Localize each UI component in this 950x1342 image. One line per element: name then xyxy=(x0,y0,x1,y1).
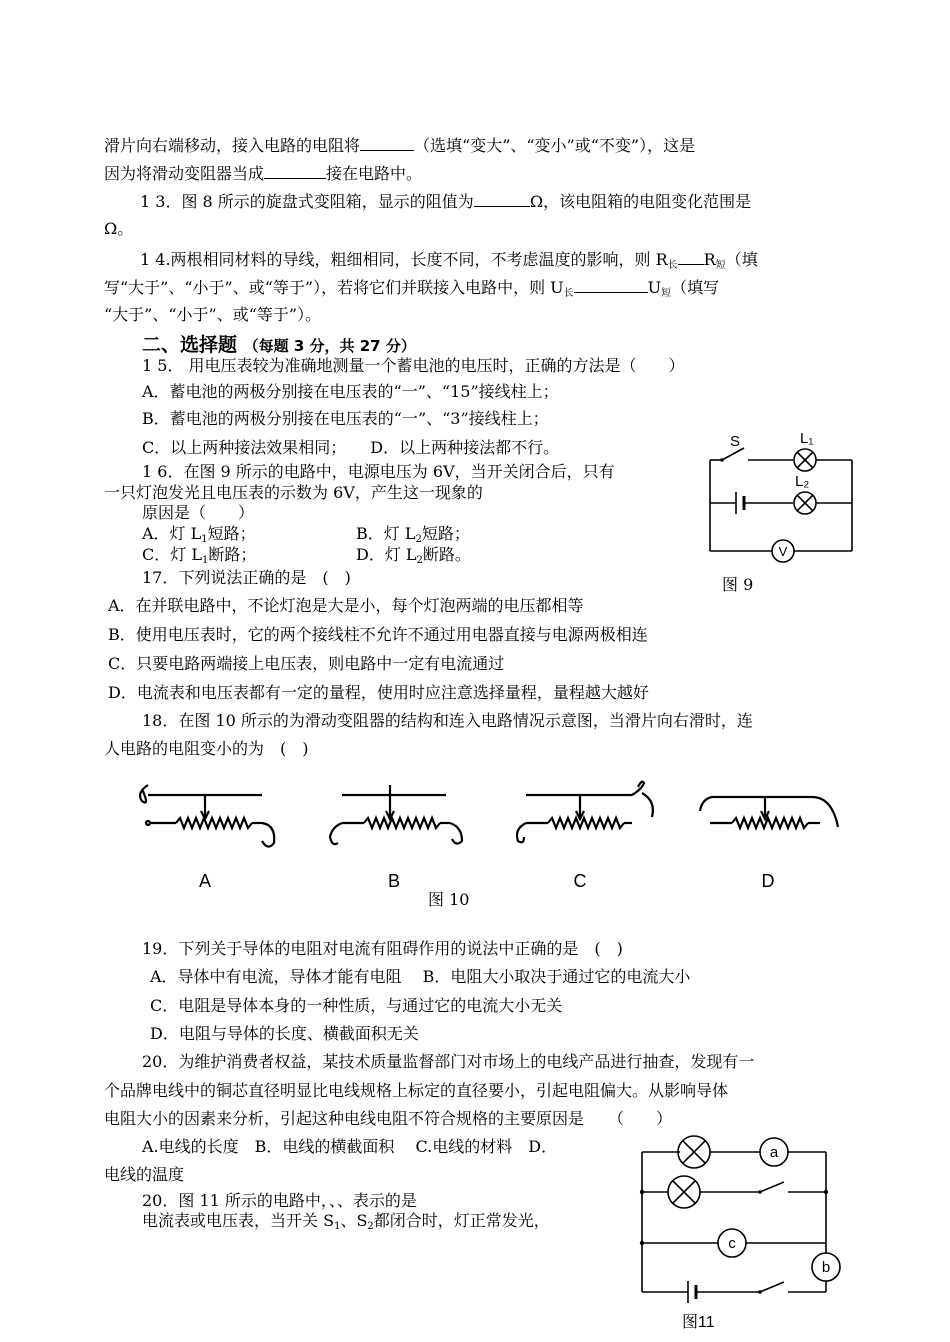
q20b-line2 xyxy=(142,1210,550,1238)
q12-line2 xyxy=(104,162,422,185)
q14-line1 xyxy=(140,248,758,277)
q16-option-d[interactable] xyxy=(356,544,471,572)
q16-a-pre: A．灯 L xyxy=(142,524,202,543)
q14-sub-long: 长 xyxy=(667,260,678,271)
fig9-switch-label: S xyxy=(730,433,741,450)
q16-stem-1: 1 6．在图 9 所示的电路中，电源电压为 6V，当开关闭合后，只有 xyxy=(142,462,615,481)
q14-sub-short-2: 短 xyxy=(661,288,672,299)
q19-option-d[interactable]: D．电阻与导体的长度、横截面积无关 xyxy=(150,1024,419,1043)
q14-line3: “大于”、“小于”、或“等于”）。 xyxy=(104,305,322,324)
q20b-text-a: 电流表或电压表，当开关 S xyxy=(142,1211,335,1230)
q14-r-short: R xyxy=(703,250,716,269)
section-2-note: （每题 3 分，共 27 分） xyxy=(243,337,416,355)
figure-10-rheostats xyxy=(120,775,860,895)
q14-blank-1[interactable] xyxy=(678,248,704,265)
q16-b-sub: 2 xyxy=(415,534,422,545)
q20a-option-d-cont: 电线的温度 xyxy=(104,1165,185,1184)
q20a-line3: 电阻大小的因素来分析，引起这种电线电阻不符合规格的主要原因是 （ ） xyxy=(104,1109,673,1128)
q12-text-b: （选填“变大”、“变小”或“不变”），这是 xyxy=(414,136,696,155)
fig10-label-a: A xyxy=(198,871,212,891)
q16-a-sub: 1 xyxy=(201,534,208,545)
q16-a-post: 短路； xyxy=(207,524,256,543)
q13-blank-1[interactable] xyxy=(474,190,530,207)
figure-9-circuit xyxy=(700,428,870,598)
fig10-label-c: C xyxy=(573,871,587,891)
q12-blank-1[interactable] xyxy=(360,134,414,151)
fig11-meter-a-label: a xyxy=(769,1144,779,1161)
fig11-meter-c-label: c xyxy=(728,1235,736,1252)
q15-option-cd[interactable]: C．以上两种接法效果相同； D．以上两种接法都不行。 xyxy=(142,438,560,457)
q12-blank-2[interactable] xyxy=(264,162,326,179)
q14-u-short: U xyxy=(647,278,662,297)
q19-option-ab[interactable]: A．导体中有电流，导体才能有电阻 B．电阻大小取决于通过它的电流大小 xyxy=(150,967,691,986)
q14-sub-short: 短 xyxy=(715,260,726,271)
q19-stem: 19．下列关于导体的电阻对电流有阻碍作用的说法中正确的是 ( ) xyxy=(142,939,623,958)
fig9-voltmeter-label: V xyxy=(778,544,788,559)
q14-text-a: 1 4.两根相同材料的导线，粗细相同，长度不同，不考虑温度的影响，则 R xyxy=(140,250,668,269)
section-2-heading xyxy=(142,330,416,357)
q16-d-post: 断路。 xyxy=(422,545,471,564)
q16-b-post: 短路； xyxy=(421,524,470,543)
q20a-options[interactable]: A.电线的长度 B．电线的横截面积 C.电线的材料 D． xyxy=(142,1137,558,1156)
q13-text-b: Ω，该电阻箱的电阻变化范围是 xyxy=(529,192,752,211)
fig9-caption: 图 9 xyxy=(722,575,754,594)
q20b-line1: 20．图 11 所示的电路中，、、表示的是 xyxy=(142,1191,417,1210)
q14-text-c: 写“大于”、“小于”、或“等于”），若将它们并联接入电路中，则 U xyxy=(104,278,564,297)
q20b-sub-1: 1 xyxy=(334,1221,341,1232)
q16-stem-3: 原因是（ ） xyxy=(142,503,255,522)
fig10-label-b: B xyxy=(387,871,401,891)
q20b-text-c: 都闭合时，灯正常发光， xyxy=(373,1211,550,1230)
q20b-sub-2: 2 xyxy=(367,1221,374,1232)
q14-text-b: （填 xyxy=(725,250,758,269)
q20a-line1: 20．为维护消费者权益，某技术质量监督部门对市场上的电线产品进行抽查，发现有一 xyxy=(142,1052,755,1071)
q12-line1 xyxy=(104,134,695,157)
q12-text-d: 接在电路中。 xyxy=(326,164,423,183)
q16-d-pre: D．灯 L xyxy=(356,545,417,564)
q17-option-b[interactable]: B．使用电压表时，它的两个接线柱不允许不通过用电器直接与电源两极相连 xyxy=(108,625,648,644)
q20b-text-b: 、S xyxy=(340,1211,368,1230)
q13-line2: Ω。 xyxy=(104,219,134,238)
q15-option-a[interactable]: A．蓄电池的两极分别接在电压表的“一”、“15”接线柱上； xyxy=(142,382,559,401)
q15-stem: 1 5． 用电压表较为准确地测量一个蓄电池的电压时，正确的方法是（ ） xyxy=(142,356,685,375)
q15-option-b[interactable]: B．蓄电池的两极分别接在电压表的“一”、“3”接线柱上； xyxy=(142,409,549,428)
q16-d-sub: 2 xyxy=(416,555,423,566)
fig9-l1-label: L₁ xyxy=(800,430,814,447)
fig9-l2-label: L₂ xyxy=(795,473,810,490)
fig11-caption: 图11 xyxy=(682,1314,715,1331)
fig11-meter-b-label: b xyxy=(821,1259,831,1276)
q17-stem: 17．下列说法正确的是 ( ) xyxy=(142,568,351,587)
q13-text-a: 1 3．图 8 所示的旋盘式变阻箱，显示的阻值为 xyxy=(140,192,474,211)
figure-11-circuit xyxy=(636,1130,836,1310)
q17-option-d[interactable]: D．电流表和电压表都有一定的量程，使用时应注意选择量程，量程越大越好 xyxy=(108,683,649,702)
q16-b-pre: B．灯 L xyxy=(356,524,416,543)
q17-option-c[interactable]: C．只要电路两端接上电压表，则电路中一定有电流通过 xyxy=(108,654,505,673)
q14-text-d: （填写 xyxy=(671,278,720,297)
q19-option-c[interactable]: C．电阻是导体本身的一种性质，与通过它的电流大小无关 xyxy=(150,996,563,1015)
fig10-caption: 图 10 xyxy=(428,890,470,909)
q16-stem-2: 一只灯泡发光且电压表的示数为 6V，产生这一现象的 xyxy=(104,483,483,502)
q13-line1 xyxy=(140,190,751,213)
q16-c-sub: 1 xyxy=(201,555,209,566)
q12-text-c: 因为将滑动变阻器当成 xyxy=(104,164,265,183)
q17-option-a[interactable]: A．在并联电路中，不论灯泡是大是小，每个灯泡两端的电压都相等 xyxy=(108,596,584,615)
section-2-title: 二、选择题 xyxy=(142,334,238,356)
q20a-line2: 个品牌电线中的铜芯直径明显比电线规格上标定的直径要小，引起电阻偏大。从影响导体 xyxy=(104,1081,729,1100)
q16-c-post: 断路； xyxy=(208,545,257,564)
q12-text-a: 滑片向右端移动，接入电路的电阻将 xyxy=(104,136,361,155)
q14-blank-2[interactable] xyxy=(574,276,648,293)
q14-line2 xyxy=(104,276,719,305)
q14-sub-long-2: 长 xyxy=(563,288,574,299)
q18-line2: 人电路的电阻变小的为 ( ) xyxy=(104,739,309,758)
q16-c-pre: C．灯 L xyxy=(142,545,202,564)
q18-line1: 18．在图 10 所示的为滑动变阻器的结构和连入电路情况示意图，当滑片向右滑时，连 xyxy=(142,711,753,730)
fig10-label-d: D xyxy=(761,871,775,891)
